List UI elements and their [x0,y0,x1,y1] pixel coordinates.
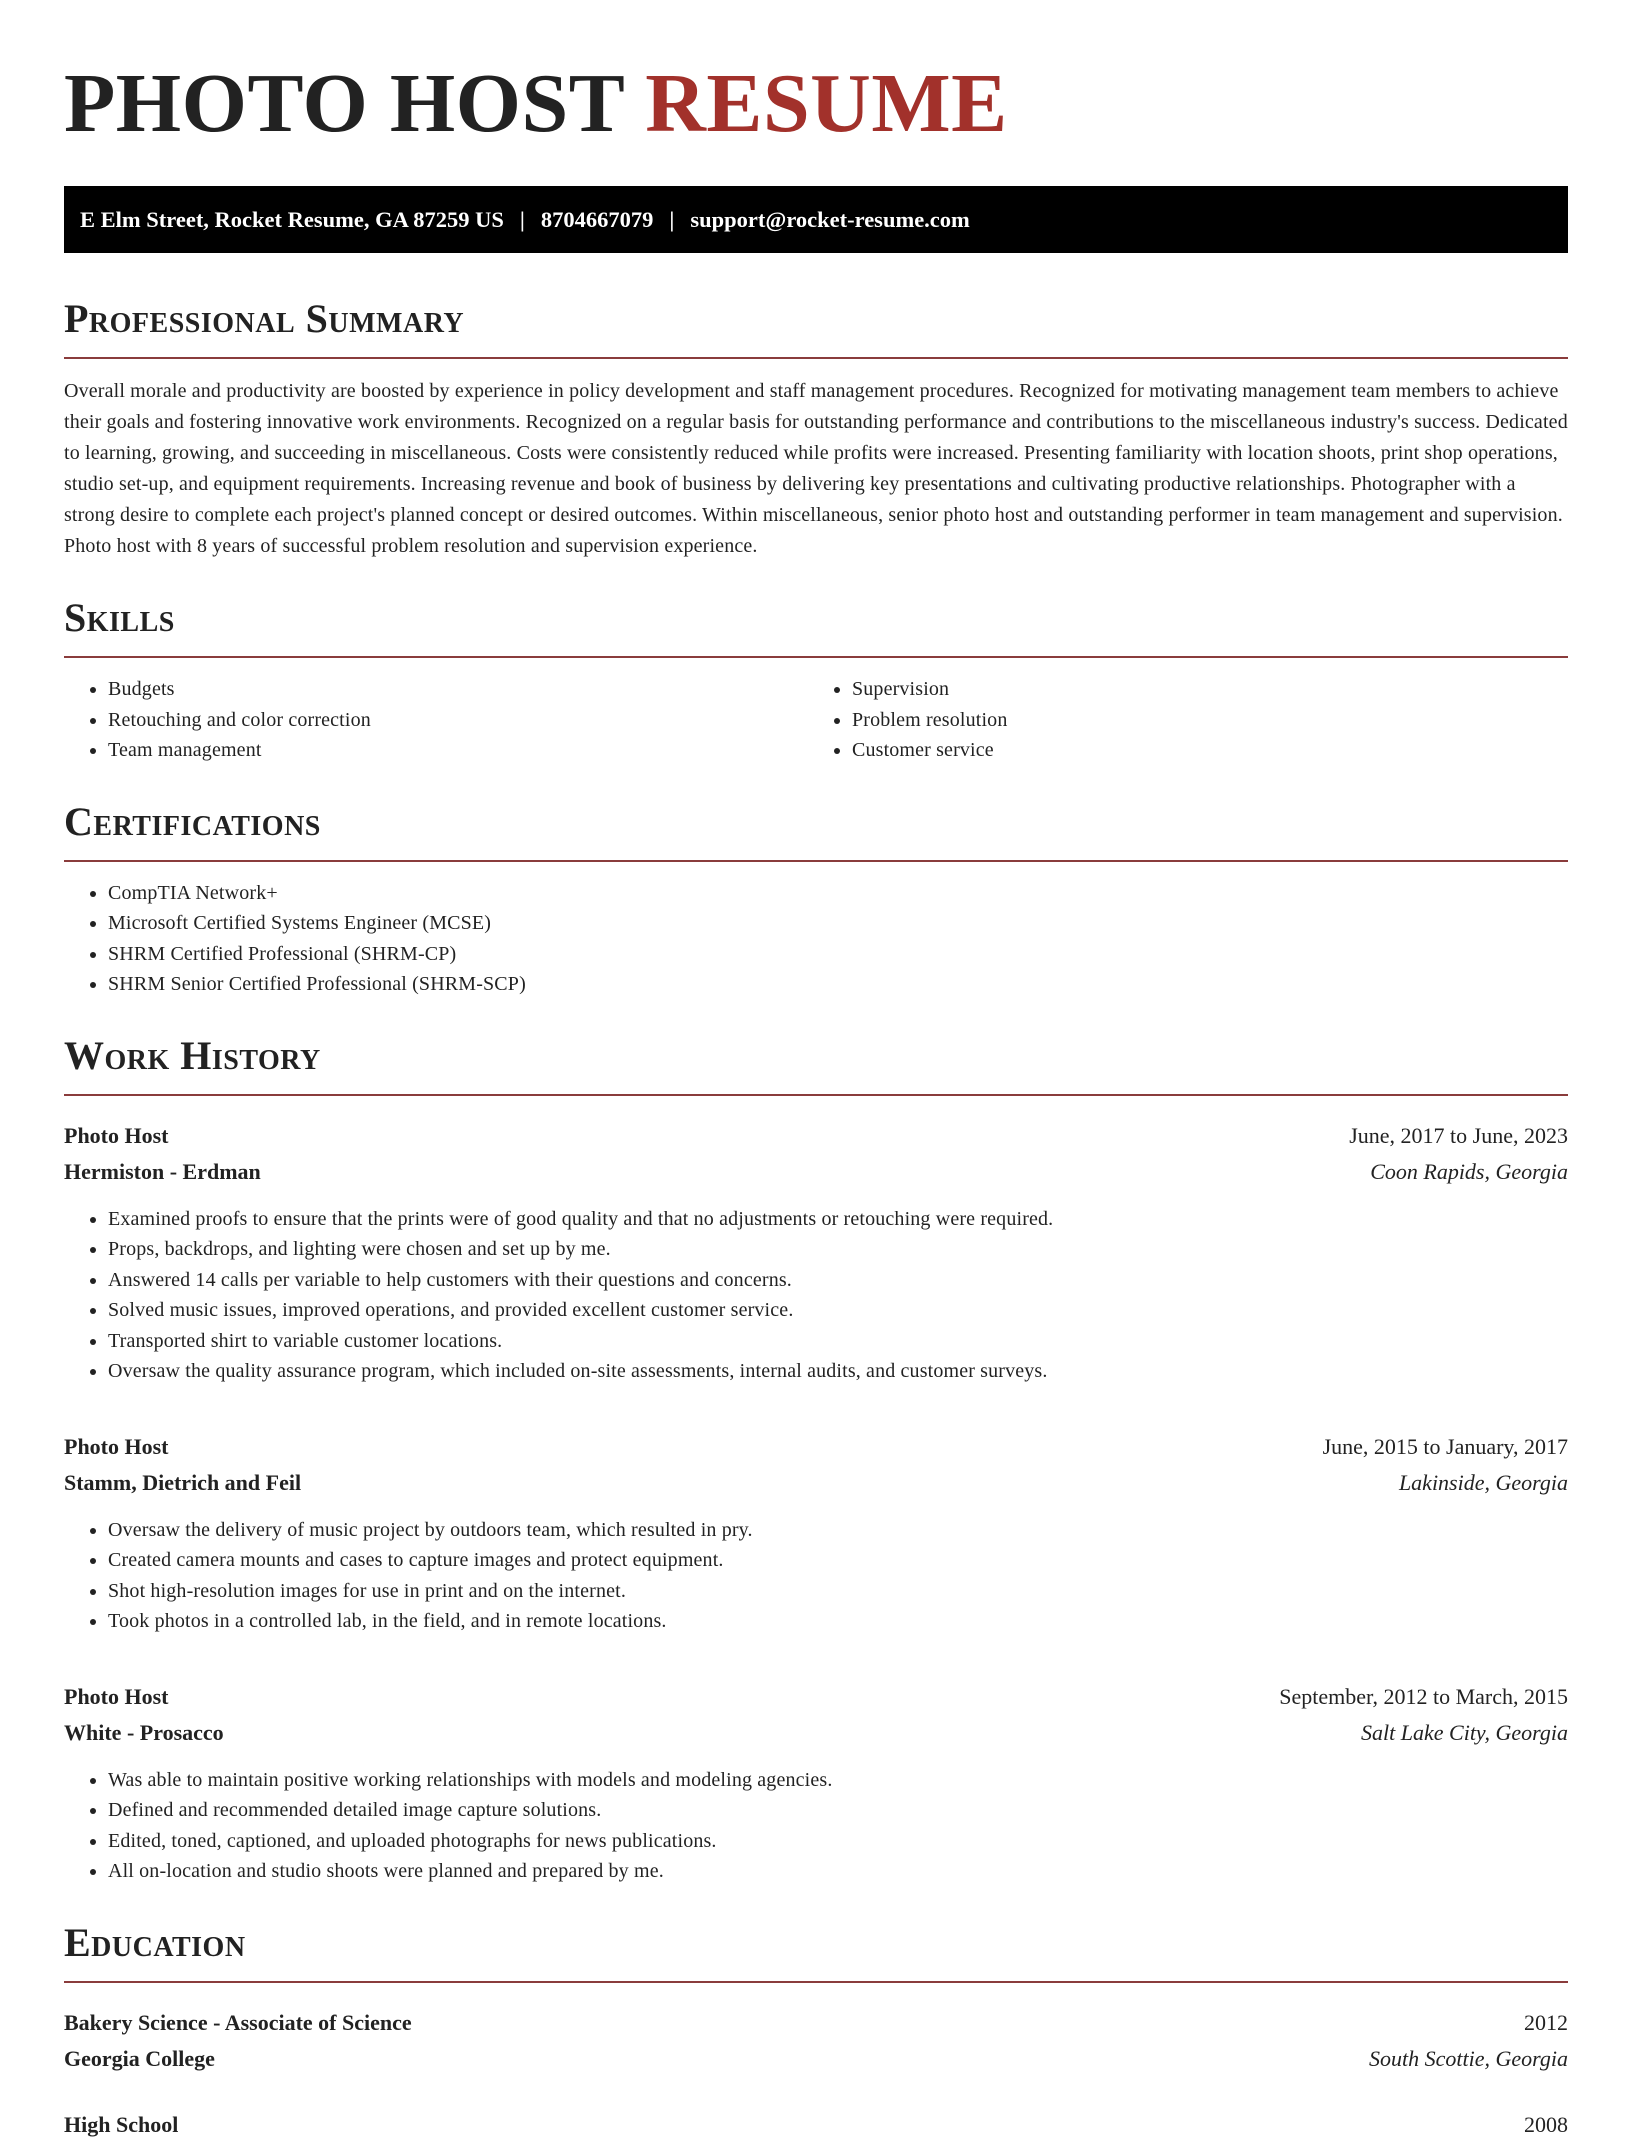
certification-item: • SHRM Senior Certified Professional (SHRM-SCP) [108,969,1568,1000]
contact-address: E Elm Street, Rocket Resume, GA 87259 US [80,206,504,232]
job-company: Hermiston - Erdman [64,1158,261,1184]
education-school: Georgia College [64,2045,215,2071]
job-location: Coon Rapids, Georgia [1370,1158,1568,1184]
education-entry [64,2005,1568,2077]
section-heading-skills: Skills [64,592,1568,658]
contact-separator: | [519,206,525,232]
resume-title [64,48,1568,160]
job-title: Photo Host [64,1433,169,1459]
education-degree: High School [64,2111,179,2137]
job-header-row [64,1679,1568,1715]
skills-list-left [64,674,816,766]
job-dates: June, 2015 to January, 2017 [1322,1433,1568,1459]
section-heading-education: Education [64,1917,1568,1983]
certifications-list [64,878,1568,1000]
contact-phone: 8704667079 [540,206,654,232]
job-duty-item: • All on-location and studio shoots were planned and prepared by me. [108,1856,1568,1887]
job-duty-item: • Transported shirt to variable customer locations. [108,1326,1568,1357]
job-duty-item: • Answered 14 calls per variable to help customers with their questions and concerns. [108,1265,1568,1296]
education-year: 2012 [1524,2009,1568,2035]
job-title: Photo Host [64,1683,169,1709]
education-location: South Scottie, Georgia [1369,2045,1568,2071]
job-duty-item: • Props, backdrops, and lighting were chosen and set up by me. [108,1234,1568,1265]
education-entry [64,2107,1568,2143]
job-entry [64,1429,1568,1637]
job-duty-item: • Took photos in a controlled lab, in the field, and in remote locations. [108,1606,1568,1637]
job-location: Lakinside, Georgia [1398,1469,1568,1495]
job-dates: September, 2012 to March, 2015 [1279,1683,1568,1709]
job-duty-item: • Edited, toned, captioned, and uploaded photographs for news publications. [108,1826,1568,1857]
certification-item: • CompTIA Network+ [108,878,1568,909]
skill-item: • Budgets [108,674,816,705]
job-duty-item: • Oversaw the delivery of music project by outdoors team, which resulted in pry. [108,1515,1568,1546]
education-degree: Bakery Science - Associate of Science [64,2009,412,2035]
job-entry [64,1679,1568,1887]
job-company: Stamm, Dietrich and Feil [64,1469,302,1495]
work-history-section [64,1030,1568,1887]
job-header-row [64,1118,1568,1154]
education-degree-row [64,2107,1568,2143]
job-duty-item: • Defined and recommended detailed image capture solutions. [108,1795,1568,1826]
skills-grid [64,674,1568,766]
job-entry [64,1118,1568,1387]
skill-item: • Customer service [852,735,1568,766]
education-school-row [64,2041,1568,2077]
professional-summary-section [64,293,1568,562]
resume-title-accent: RESUME [645,57,1008,150]
section-heading-summary: Professional Summary [64,293,1568,359]
section-heading-work-history: Work History [64,1030,1568,1096]
section-heading-certifications: Certifications [64,796,1568,862]
education-section [64,1917,1568,2143]
job-company: White - Prosacco [64,1719,224,1745]
job-dates: June, 2017 to June, 2023 [1349,1122,1568,1148]
job-location: Salt Lake City, Georgia [1361,1719,1568,1745]
skill-item: • Retouching and color correction [108,705,816,736]
summary-text: Overall morale and productivity are boosted by experience in policy development and staff management procedures. Recognized for motivating management team members to achieve their goals and fostering innovative work environments. Recognized on a regular basis for outstanding performance and contributions to the miscellaneous industry's success. Dedicated to learning, growing, and succeeding in miscellaneous. Costs were consistently reduced while profits were increased. Presenting familiarity with location shoots, print shop operations, studio set-up, and equipment requirements. Increasing revenue and book of business by delivering key presentations and cultivating productive relationships. Photographer with a strong desire to complete each project's planned concept or desired outcomes. Within miscellaneous, senior photo host and outstanding performer in team management and supervision. Photo host with 8 years of successful problem resolution and supervision experience. [64,380,1568,557]
education-degree-row [64,2005,1568,2041]
certifications-section [64,796,1568,1000]
contact-separator: | [669,206,675,232]
skills-section [64,592,1568,766]
education-year: 2008 [1524,2111,1568,2137]
job-duty-item: • Oversaw the quality assurance program, which included on-site assessments, internal audits, and customer surveys. [108,1356,1568,1387]
contact-email: support@rocket-resume.com [690,206,970,232]
resume-title-name: PHOTO HOST [64,57,624,150]
certification-item: • SHRM Certified Professional (SHRM-CP) [108,939,1568,970]
skill-item: • Problem resolution [852,705,1568,736]
job-duty-item: • Was able to maintain positive working relationships with models and modeling agencies. [108,1765,1568,1796]
job-duties-list [64,1765,1568,1887]
job-title: Photo Host [64,1122,169,1148]
certification-item: • Microsoft Certified Systems Engineer (MCSE) [108,908,1568,939]
skills-list-right [816,674,1568,766]
job-duties-list [64,1515,1568,1637]
job-duties-list [64,1204,1568,1387]
job-duty-item: • Shot high-resolution images for use in print and on the internet. [108,1576,1568,1607]
job-duty-item: • Created camera mounts and cases to capture images and protect equipment. [108,1545,1568,1576]
job-duty-item: • Examined proofs to ensure that the prints were of good quality and that no adjustments or retouching were required. [108,1204,1568,1235]
job-company-row [64,1715,1568,1751]
job-header-row [64,1429,1568,1465]
job-company-row [64,1465,1568,1501]
job-duty-item: • Solved music issues, improved operations, and provided excellent customer service. [108,1295,1568,1326]
contact-bar [64,186,1568,253]
skill-item: • Team management [108,735,816,766]
skill-item: • Supervision [852,674,1568,705]
job-company-row [64,1154,1568,1190]
